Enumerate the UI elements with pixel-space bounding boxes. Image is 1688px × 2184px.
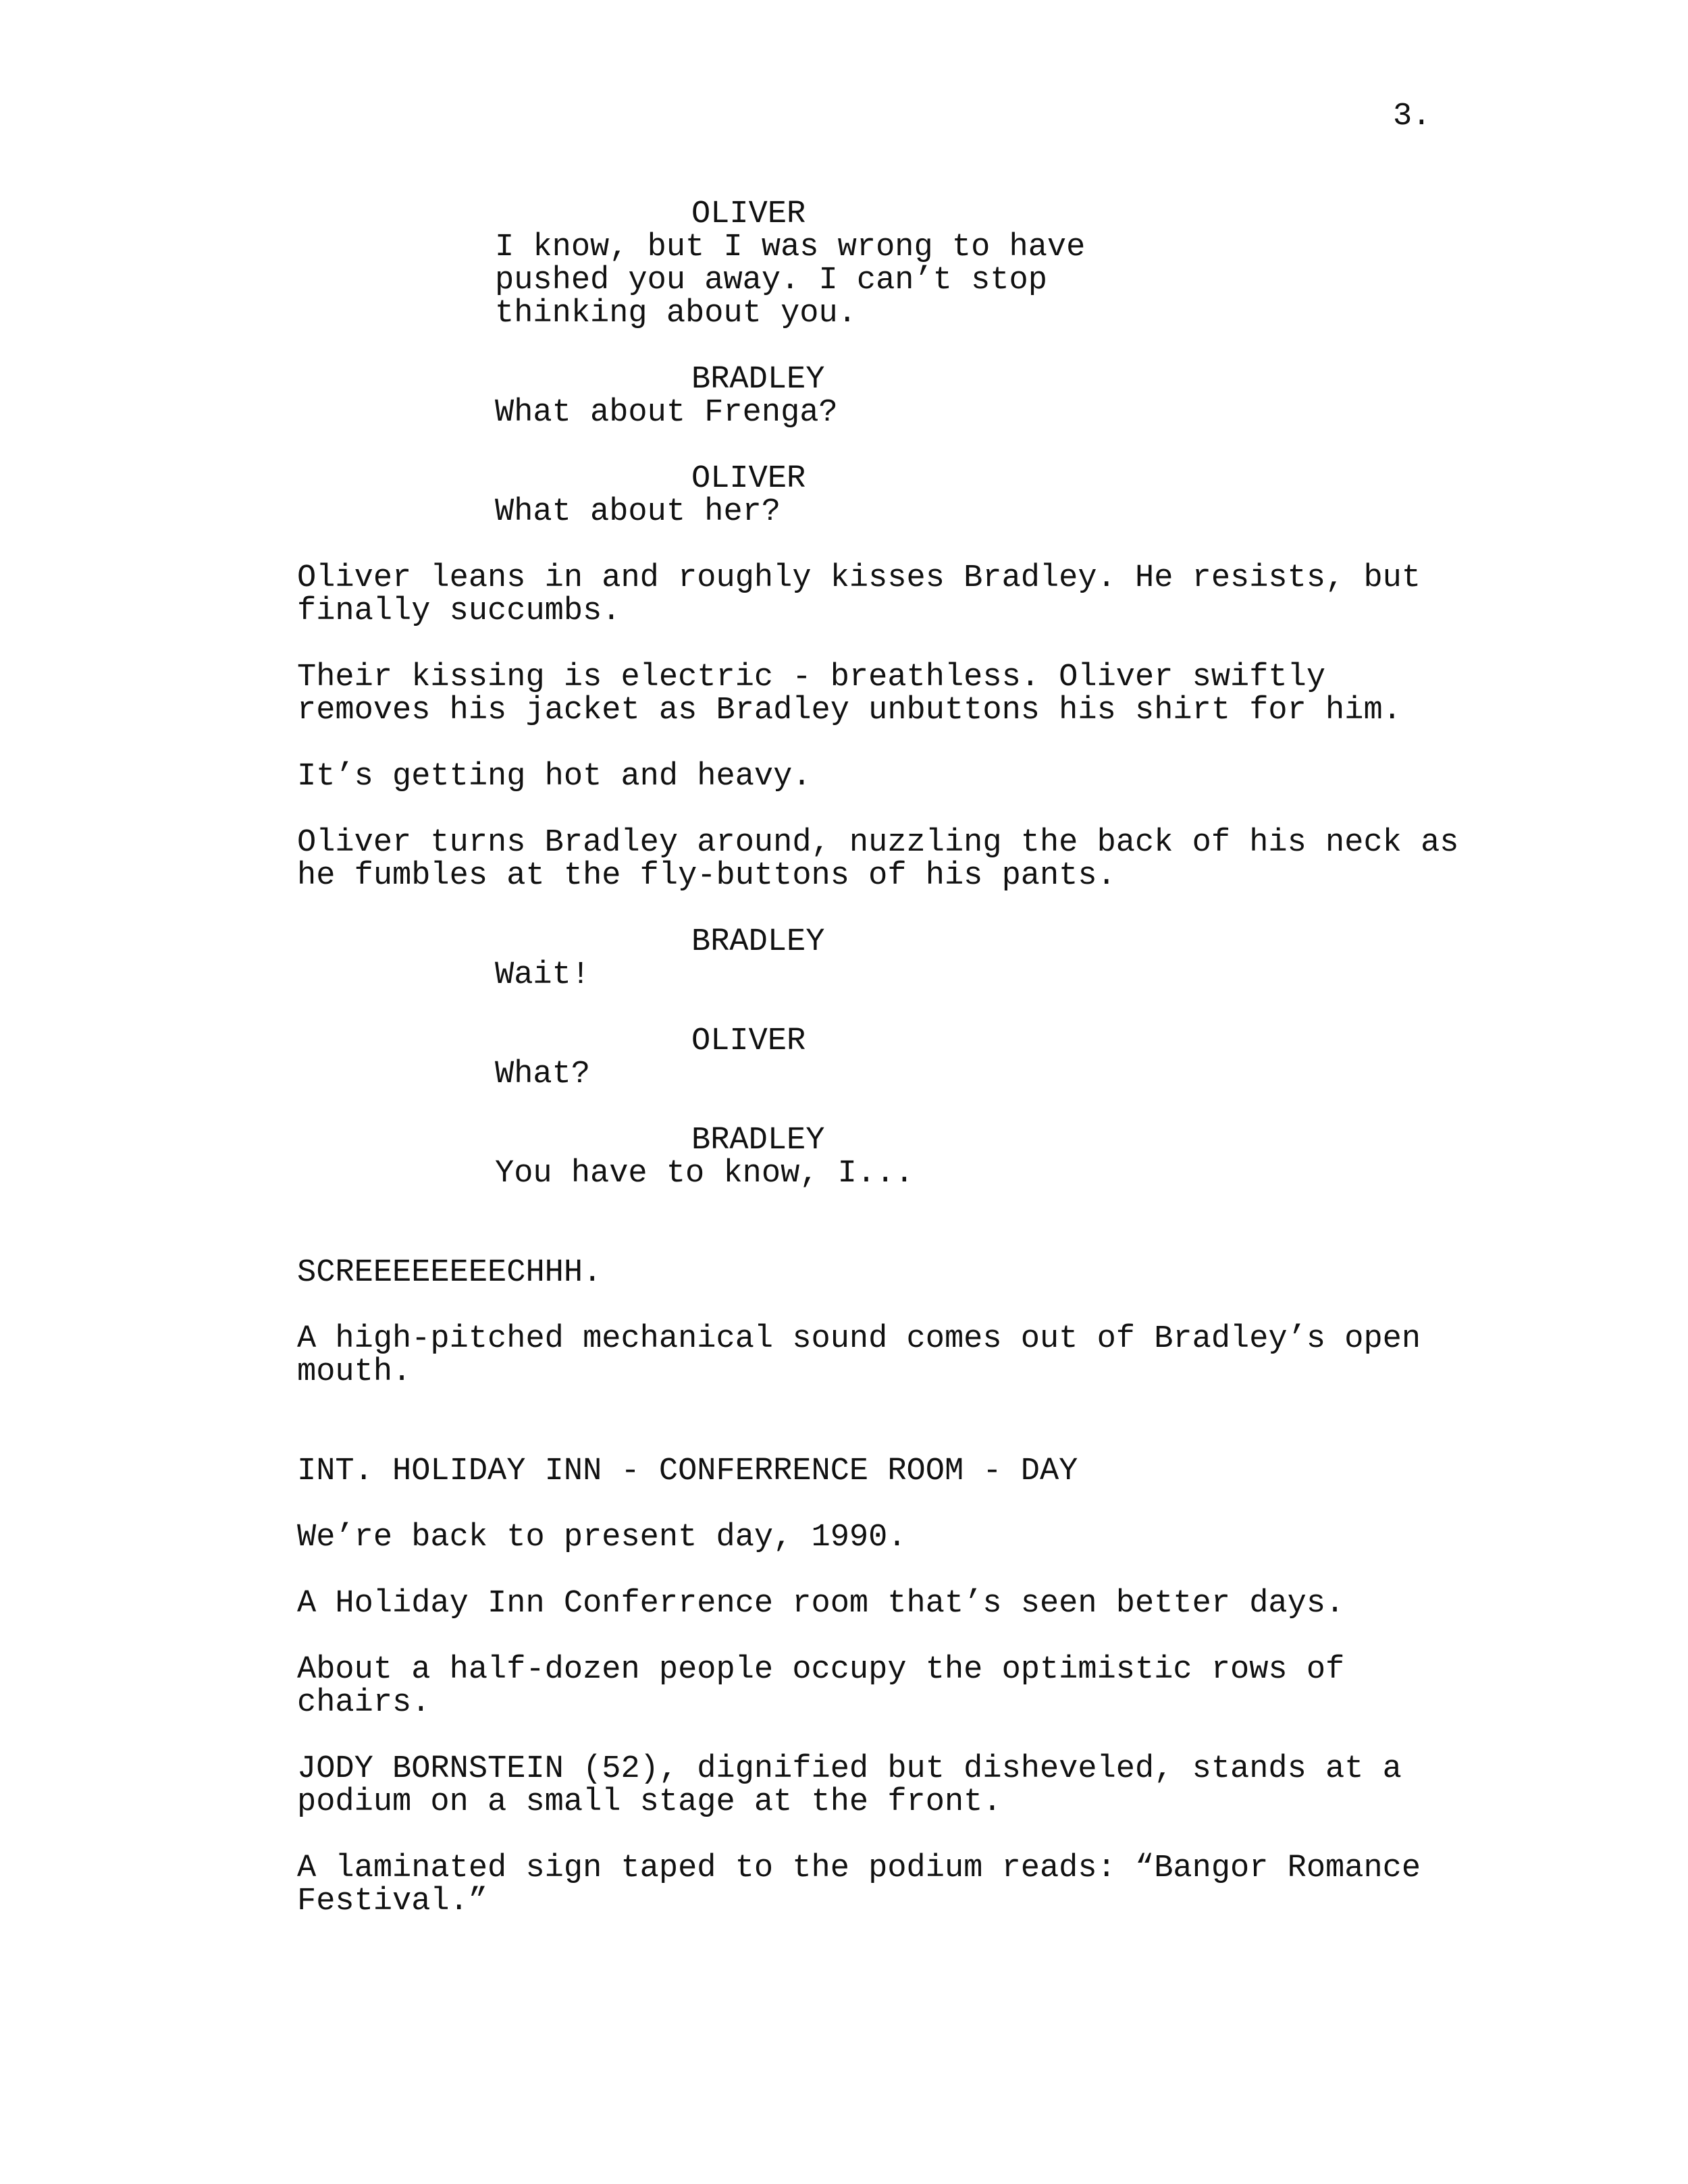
action-line: Festival.” [297,1884,488,1919]
action-line: Oliver turns Bradley around, nuzzling the back of his neck as [297,825,1459,861]
dialogue-line: What? [495,1057,591,1092]
dialogue-line: pushed you away. I can’t stop [495,263,1047,298]
dialogue-line: thinking about you. [495,296,857,331]
action-line: It’s getting hot and heavy. [297,759,812,795]
character-cue: BRADLEY [691,1123,825,1158]
dialogue-line: Wait! [495,957,591,993]
action-line: he fumbles at the fly-buttons of his pants. [297,858,1116,894]
action-line: JODY BORNSTEIN (52), dignified but disheveled, stands at a [297,1751,1402,1787]
action-line: Oliver leans in and roughly kisses Bradley. He resists, but [297,560,1421,596]
action-line: podium on a small stage at the front. [297,1784,1002,1820]
dialogue-line: What about her? [495,494,781,530]
character-cue: OLIVER [691,196,806,232]
action-line: A laminated sign taped to the podium reads: “Bangor Romance [297,1850,1421,1886]
action-line: About a half-dozen people occupy the optimistic rows of [297,1652,1345,1688]
character-cue: BRADLEY [691,924,825,960]
scene-heading: INT. HOLIDAY INN - CONFERRENCE ROOM - DAY [297,1454,1078,1489]
character-cue: OLIVER [691,1023,806,1059]
action-line: SCREEEEEEEECHHH. [297,1255,602,1291]
action-line: A Holiday Inn Conferrence room that’s seen better days. [297,1586,1345,1622]
action-line: removes his jacket as Bradley unbuttons his shirt for him. [297,693,1402,728]
dialogue-line: What about Frenga? [495,395,838,431]
dialogue-line: You have to know, I... [495,1156,914,1192]
dialogue-line: I know, but I was wrong to have [495,230,1086,265]
page-number: 3. [1393,99,1431,134]
action-line: mouth. [297,1354,412,1390]
character-cue: BRADLEY [691,362,825,398]
action-line: chairs. [297,1685,431,1721]
action-line: Their kissing is electric - breathless. Oliver swiftly [297,660,1326,695]
action-line: A high-pitched mechanical sound comes out of Bradley’s open [297,1321,1421,1357]
action-line: finally succumbs. [297,593,621,629]
action-line: We’re back to present day, 1990. [297,1520,907,1555]
character-cue: OLIVER [691,461,806,497]
